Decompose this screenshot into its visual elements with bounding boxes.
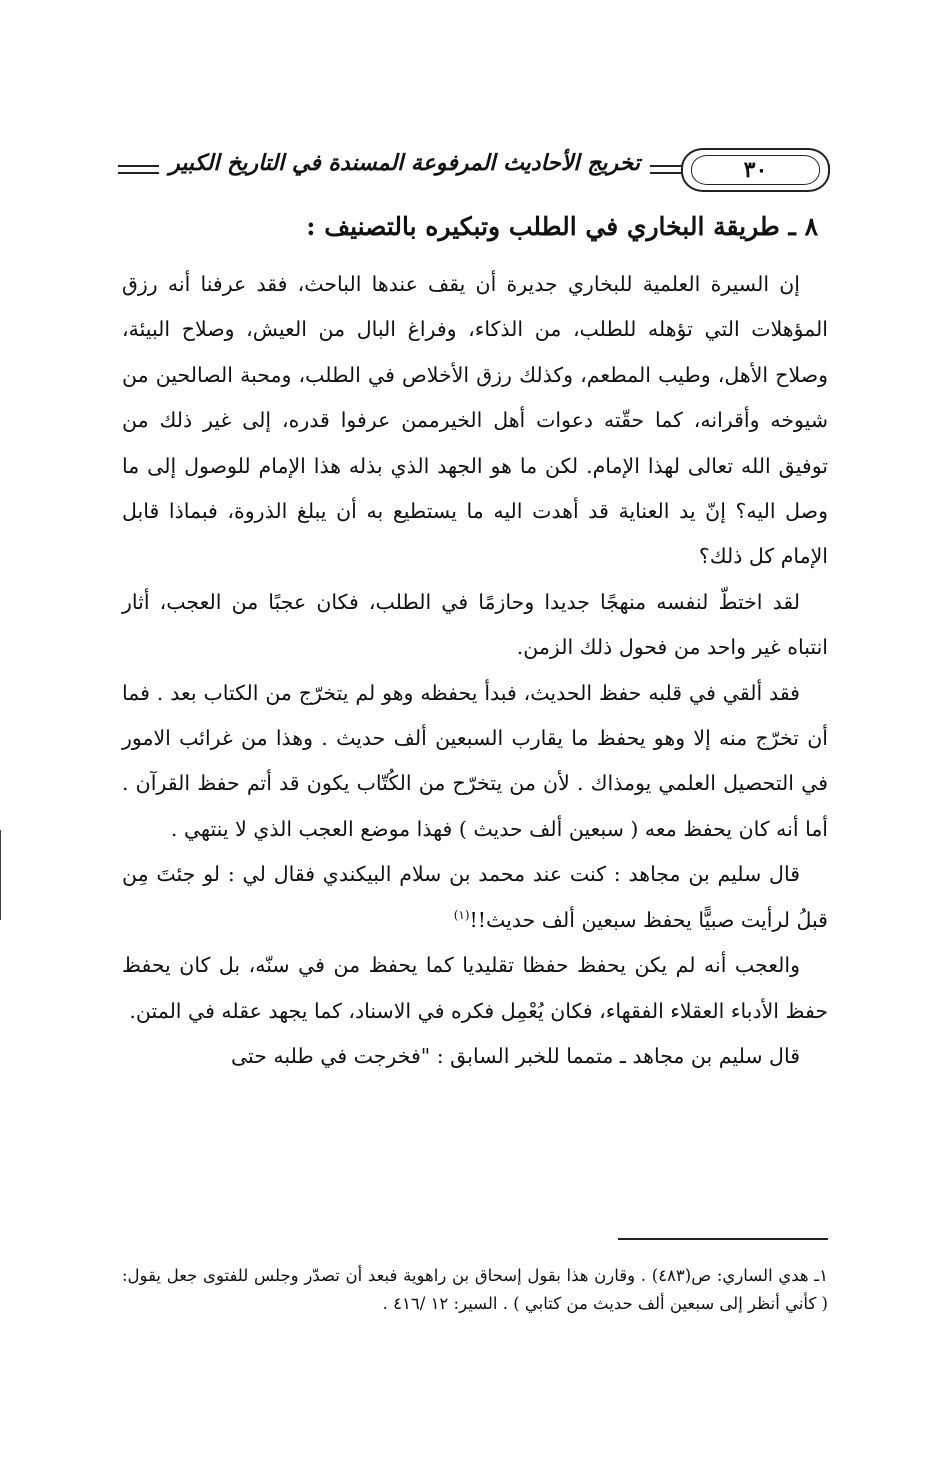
paragraph: إن السيرة العلمية للبخاري جديرة أن يقف عندها الباحث، فقد عرفنا أنه رزق المؤهلات التي تؤهله للطلب، من الذكاء، وفراغ البال من العيش، وصلاح البيئة، وصلاح الأهل، وطيب المطعم، وكذلك رزق الأخلاص في الطلب، ومحبة الصالحين من شيوخه وأقرانه، كما حقّته دعوات أهل الخيرممن عرفوا قدره، إلى غير ذلك من توفيق الله تعالى لهذا الإمام. لكن ما هو الجهد الذي بذله هذا الإمام للوصول إلى ما وصل اليه؟ إنّ يد العناية قد أهدت اليه ما يستطيع به أن يبلغ الذروة، فبماذا قابل الإمام كل ذلك؟ <box>122 272 828 569</box>
paragraph: فقد ألقي في قلبه حفظ الحديث، فبدأ يحفظه وهو لم يتخرّج من الكتاب بعد . فما أن تخرّج منه إلا وهو يحفظ ما يقارب السبعين ألف حديث . وهذا من غرائب الامور في التحصيل العلمي يومذاك . لأن من يتخرّح من الكُتّاب يكون قد أتم حفظ القرآن . أما أنه كان يحفظ معه ( سبعين ألف حديث ) فهذا موضع العجب الذي لا ينتهي . <box>122 680 828 841</box>
page-number: ٣٠ <box>743 157 768 183</box>
footnotes <box>122 1262 828 1318</box>
footnote-separator <box>618 1238 828 1240</box>
paragraph-text: قال سليم بن مجاهد : كنت عند محمد بن سلام البيكندي فقال لي : لو جئتَ مِن قبلُ لرأيت صبيًّا يحفظ سبعين ألف حديث!! <box>122 862 828 932</box>
scan-margin-line <box>0 830 1 920</box>
body-text <box>122 262 828 1079</box>
footnote: ١ـ هدي الساري: ص(٤٨٣) . وقارن هذا بقول إسحاق بن راهوية فبعد أن تصدّر وجلس للفتوى جعل يقول: ( كأني أنظر إلى سبعين ألف حديث من كتابي ) . السير: ١٢ /٤١٦ . <box>122 1266 829 1313</box>
page-header <box>118 138 830 188</box>
page-number-frame <box>681 148 830 192</box>
paragraph-with-footnote <box>122 852 828 943</box>
paragraph: والعجب أنه لم يكن يحفظ حفظا تقليديا كما يحفظ من في سنّه، بل كان يحفظ حفظ الأدباء العقلاء الفقهاء، فكان يُعْمِل فكره في الاسناد، كما يجهد عقله في المتن. <box>122 953 828 1023</box>
paragraph: لقد اختطّ لنفسه منهجًا جديدا وحازمًا في الطلب، فكان عجبًا من العجب، أثار انتباه غير واحد من فحول ذلك الزمن. <box>122 589 828 660</box>
paragraph: قال سليم بن مجاهد ـ متمما للخبر السابق : "فخرجت في طلبه حتى <box>230 1043 800 1068</box>
section-heading: ٨ ـ طريقة البخاري في الطلب وتبكيره بالتصنيف : <box>306 212 818 241</box>
footnote-marker: (١) <box>453 907 470 922</box>
running-title: تخريج الأحاديث المرفوعة المسندة في التاريخ الكبير <box>159 150 650 176</box>
